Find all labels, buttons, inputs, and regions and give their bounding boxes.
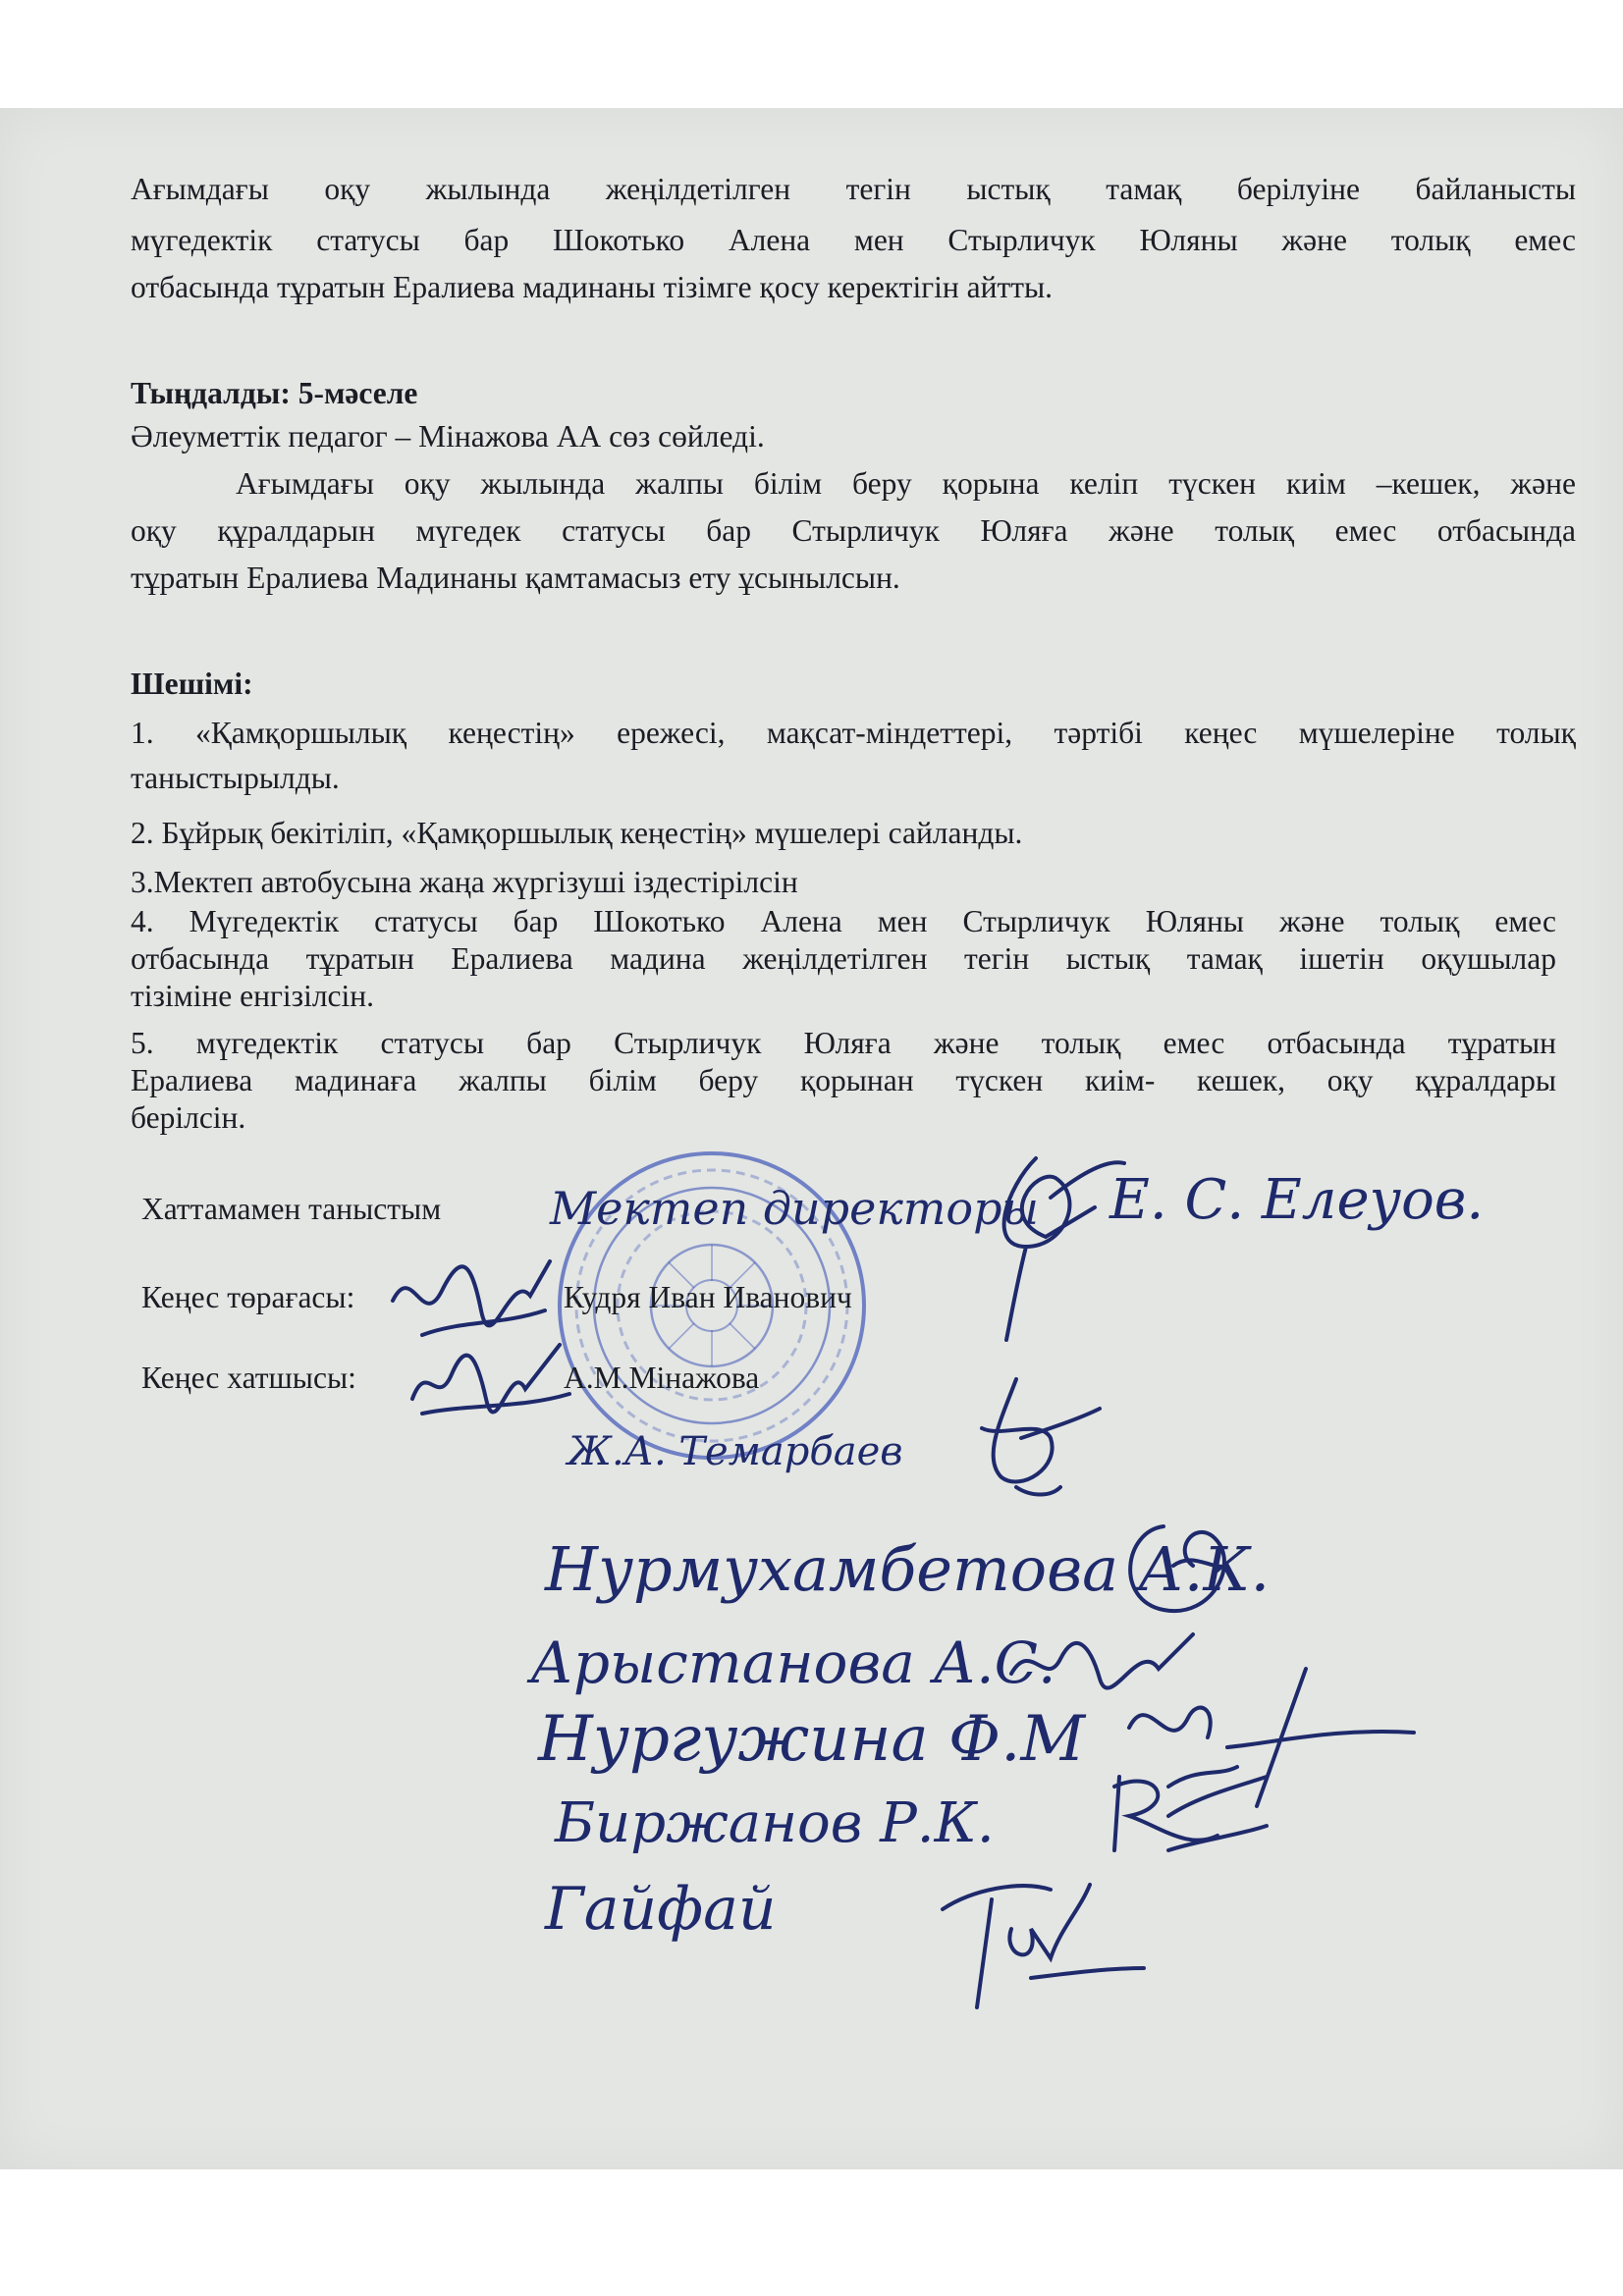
paragraph-line: отбасында тұратын Ералиева мадинаны тізімге қосу керектігін айтты. — [131, 270, 1054, 304]
secretary-name: А.М.Мінажова — [564, 1361, 760, 1395]
decision-item: 1. «Қамқоршылық кеңестің» ережесі, мақсат-міндеттері, тәртібі кеңес мүшелеріне толық — [131, 716, 1576, 750]
member-signature — [1100, 1757, 1276, 1865]
decision-item: 5. мүгедектік статусы бар Стырличук Юляға және толық емес отбасында тұратын — [131, 1026, 1556, 1060]
secretary-signature — [403, 1330, 579, 1428]
director-signature — [967, 1139, 1134, 1345]
handwritten-name: Биржанов Р.К. — [555, 1791, 995, 1855]
handwritten-name: Нурмухамбетова А.К. — [545, 1533, 1271, 1605]
handwritten-name: Гайфай — [545, 1875, 777, 1944]
handwritten-name: Ж.А. Темарбаев — [568, 1429, 903, 1474]
handwritten-name: Мектеп директоры — [550, 1182, 1040, 1235]
decision-item: отбасында тұратын Ералиева мадина жеңілдетілген тегін ыстық тамақ ішетін оқушылар — [131, 941, 1556, 976]
paragraph-line: Ағымдағы оқу жылында жеңілдетілген тегін ыстық тамақ берілуіне байланысты — [131, 172, 1576, 206]
member-signature — [943, 1369, 1109, 1507]
handwritten-name: Е. С. Елеуов. — [1109, 1168, 1485, 1232]
handwritten-name: Нургужина Ф.М — [538, 1703, 1085, 1776]
decision-item: тізіміне енгізілсін. — [131, 979, 375, 1013]
decision-item: Ералиева мадинаға жалпы білім беру қорынан түскен киім- кешек, оқу құралдары — [131, 1063, 1556, 1097]
decision-item: 4. Мүгедектік статусы бар Шокотько Алена мен Стырличук Юляны және толық емес — [131, 904, 1556, 938]
member-signature — [1105, 1512, 1252, 1629]
chair-label: Кеңес төрағасы: — [141, 1280, 355, 1314]
paragraph-line: мүгедектік статусы бар Шокотько Алена мен Стырличук Юляны және толық емес — [131, 223, 1576, 257]
member-signature — [933, 1870, 1149, 2017]
acquainted-label: Хаттамамен таныстым — [141, 1192, 442, 1226]
decision-heading: Шешімі: — [131, 667, 253, 701]
paragraph-line: тұратын Ералиева Мадинаны қамтамасыз ету ұсынылсын. — [131, 561, 900, 595]
paragraph-line: Ағымдағы оқу жылында жалпы білім беру қорына келіп түскен киім –кешек, және — [236, 466, 1576, 501]
section-heading: Тыңдалды: 5-мәселе — [131, 376, 418, 410]
decision-item: 3.Мектеп автобусына жаңа жүргізуші іздестірілсін — [131, 865, 798, 899]
decision-item: берілсін. — [131, 1100, 246, 1135]
paragraph-line: оқу құралдарын мүгедек статусы бар Стырличук Юляға және толық емес отбасында — [131, 513, 1576, 548]
secretary-label: Кеңес хатшысы: — [141, 1361, 356, 1395]
decision-item: 2. Бұйрық бекітіліп, «Қамқоршылық кеңестің» мүшелері сайланды. — [131, 816, 1023, 850]
speaker-line: Әлеуметтік педагог – Мінажова АА сөз сөйледі. — [131, 419, 765, 454]
handwritten-name: Арыстанова А.С. — [530, 1629, 1056, 1696]
decision-item: таныстырылды. — [131, 761, 340, 795]
chair-name: Кудря Иван Иванович — [564, 1280, 852, 1314]
